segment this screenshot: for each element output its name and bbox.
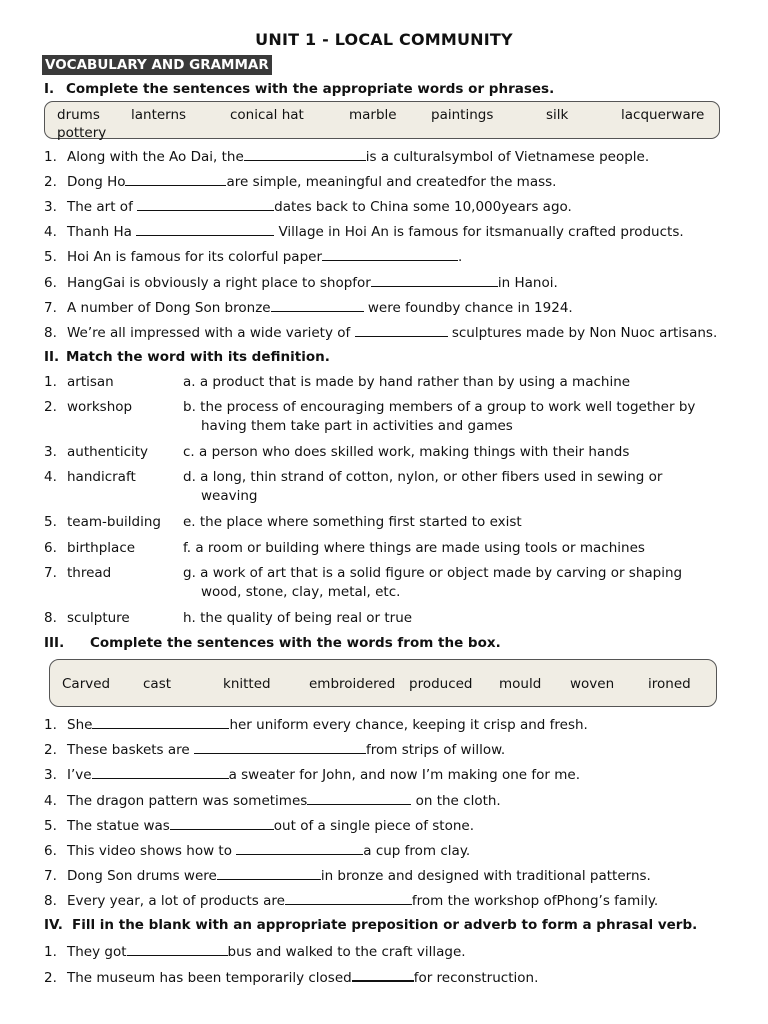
word-box-1 [44, 101, 720, 139]
item-text: HangGai is obviously a right place to shopfor [67, 275, 371, 291]
box2-word: Carved [62, 676, 111, 692]
box1-word: drums [57, 107, 100, 123]
word-box-2 [49, 659, 717, 707]
item-text: Hoi An is famous for its colorful paper [67, 249, 323, 265]
item-text: Village in Hoi An is famous for itsmanually crafted products. [274, 224, 684, 240]
item-text: The statue was [67, 818, 170, 834]
match-term: handicraft [67, 469, 136, 485]
section-4-heading [44, 916, 697, 934]
item-text: a cup from clay. [363, 843, 471, 859]
item-text: for reconstruction. [413, 970, 539, 986]
match-definition: b. the process of encouraging members of a group to work well together by having them take part in activities and games [183, 399, 696, 434]
item-text: sculptures made by Non Nuoc artisans. [447, 325, 718, 341]
exercise-3-item [44, 791, 501, 810]
item-text: Dong Son drums were [67, 868, 217, 884]
exercise-1-item [44, 147, 649, 166]
match-term: authenticity [67, 444, 149, 460]
box2-word: woven [570, 676, 615, 692]
item-text: This video shows how to [67, 843, 237, 859]
item-text: Dong Ho [67, 174, 126, 190]
item-number: 1. [44, 944, 57, 960]
item-number: 7. [44, 868, 57, 884]
box2-word: produced [409, 676, 473, 692]
match-number: 7. [44, 565, 57, 581]
match-number: 8. [44, 610, 57, 626]
match-term: team-building [67, 514, 161, 530]
item-number: 2. [44, 174, 57, 190]
item-text: is a culturalsymbol of Vietnamese people. [365, 149, 650, 165]
exercise-3-item [44, 740, 505, 759]
item-number: 2. [44, 970, 57, 986]
box1-word: lanterns [131, 107, 187, 123]
item-number: 6. [44, 275, 57, 291]
item-number: 1. [44, 149, 57, 165]
box1-word: paintings [431, 107, 494, 123]
item-number: 2. [44, 742, 57, 758]
box2-word: knitted [223, 676, 271, 692]
answer-blank[interactable] [92, 765, 229, 779]
item-number: 4. [44, 224, 57, 240]
item-number: 6. [44, 843, 57, 859]
item-text: out of a single piece of stone. [273, 818, 475, 834]
answer-blank[interactable] [125, 172, 226, 186]
exercise-3-item [44, 816, 474, 835]
item-number: 4. [44, 793, 57, 809]
answer-blank[interactable] [307, 791, 411, 805]
match-term: artisan [67, 374, 114, 390]
unit-title: UNIT 1 - LOCAL COMMUNITY [255, 30, 513, 49]
item-number: 7. [44, 300, 57, 316]
answer-blank[interactable] [92, 715, 229, 729]
item-text: from the workshop ofPhong’s family. [411, 893, 659, 909]
section-3-title: Complete the sentences with the words from the box. [90, 635, 501, 651]
box1-word: conical hat [230, 107, 304, 123]
item-text: dates back to China some 10,000years ago. [274, 199, 572, 215]
section-2-number: II. [44, 349, 60, 365]
exercise-4-item [44, 942, 466, 961]
match-number: 3. [44, 444, 57, 460]
box2-word: mould [499, 676, 542, 692]
exercise-3-item [44, 841, 470, 860]
match-number: 2. [44, 399, 57, 415]
exercise-1-item [44, 298, 573, 317]
match-number: 4. [44, 469, 57, 485]
item-text: She [67, 717, 93, 733]
match-number: 5. [44, 514, 57, 530]
answer-blank[interactable] [322, 247, 458, 261]
box2-word: embroidered [309, 676, 396, 692]
answer-blank[interactable] [136, 222, 274, 236]
match-term: birthplace [67, 540, 136, 556]
box1-word: lacquerware [621, 107, 705, 123]
exercise-3-item [44, 765, 580, 784]
section-1-title: Complete the sentences with the appropriate words or phrases. [66, 81, 555, 97]
match-definition: d. a long, thin strand of cotton, nylon, or other fibers used in sewing or weaving [183, 469, 663, 504]
answer-blank[interactable] [170, 816, 274, 830]
answer-blank[interactable] [137, 197, 274, 211]
box2-word: cast [143, 676, 172, 692]
item-text: These baskets are [67, 742, 194, 758]
exercise-1-item [44, 247, 462, 266]
answer-blank[interactable] [127, 942, 228, 956]
item-text: a sweater for John, and now I’m making one for me. [228, 767, 580, 783]
match-definition: e. the place where something first started to exist [183, 514, 522, 530]
exercise-4-item [44, 967, 538, 987]
section-2-title: Match the word with its definition. [66, 349, 330, 365]
item-number: 3. [44, 199, 57, 215]
exercise-1-item [44, 197, 572, 216]
match-definition: h. the quality of being real or true [183, 610, 413, 626]
box1-word: pottery [57, 125, 107, 141]
item-number: 3. [44, 767, 57, 783]
exercise-3-item [44, 715, 588, 734]
exercise-1-item [44, 222, 684, 241]
vocabulary-grammar-label: VOCABULARY AND GRAMMAR [42, 55, 272, 75]
match-definition: g. a work of art that is a solid figure or object made by carving or shaping wood, stone, clay, metal, etc. [183, 565, 683, 600]
item-text: I’ve [67, 767, 92, 783]
answer-blank[interactable] [355, 323, 448, 337]
item-text: are simple, meaningful and createdfor the mass. [226, 174, 557, 190]
answer-blank[interactable] [285, 891, 412, 905]
exercise-1-item [44, 323, 717, 342]
item-text: We’re all impressed with a wide variety of [67, 325, 355, 341]
match-definition: c. a person who does skilled work, making things with their hands [183, 444, 630, 460]
match-term: workshop [67, 399, 133, 415]
match-term: thread [67, 565, 112, 581]
match-number: 6. [44, 540, 57, 556]
section-2-heading [44, 348, 330, 366]
exercise-3-item [44, 891, 658, 910]
section-1-number: I. [44, 81, 55, 97]
answer-blank[interactable] [244, 147, 366, 161]
item-text: were foundby chance in 1924. [363, 300, 573, 316]
item-text: in bronze and designed with traditional patterns. [320, 868, 651, 884]
section-3-heading [44, 634, 501, 652]
exercise-1-item [44, 273, 558, 292]
answer-blank[interactable] [271, 298, 364, 312]
item-text: her uniform every chance, keeping it crisp and fresh. [229, 717, 588, 733]
item-text: Along with the Ao Dai, the [67, 149, 244, 165]
answer-blank[interactable] [217, 866, 321, 880]
item-number: 1. [44, 717, 57, 733]
item-text: Thanh Ha [67, 224, 137, 240]
box2-word: ironed [648, 676, 691, 692]
item-number: 5. [44, 818, 57, 834]
item-number: 8. [44, 325, 57, 341]
match-definition: f. a room or building where things are made using tools or machines [183, 540, 645, 556]
match-number: 1. [44, 374, 57, 390]
item-text: The art of [67, 199, 138, 215]
match-term: sculpture [67, 610, 130, 626]
item-number: 8. [44, 893, 57, 909]
item-text: Every year, a lot of products are [67, 893, 285, 909]
item-text: They got [67, 944, 127, 960]
item-text: bus and walked to the craft village. [227, 944, 466, 960]
section-4-number: IV. [44, 917, 63, 933]
section-3-number: III. [44, 635, 65, 651]
answer-blank[interactable] [236, 841, 363, 855]
item-text: from strips of willow. [366, 742, 506, 758]
item-text: on the cloth. [411, 793, 501, 809]
item-text: . [458, 249, 463, 265]
box1-word: marble [349, 107, 397, 123]
item-text: The museum has been temporarily closed [67, 970, 352, 986]
section-4-title: Fill in the blank with an appropriate preposition or adverb to form a phrasal verb. [72, 917, 698, 933]
answer-blank[interactable] [194, 740, 366, 754]
item-text: The dragon pattern was sometimes [67, 793, 308, 809]
box1-word: silk [546, 107, 569, 123]
item-number: 5. [44, 249, 57, 265]
exercise-3-item [44, 866, 651, 885]
item-text: in Hanoi. [497, 275, 558, 291]
answer-blank[interactable] [352, 967, 414, 982]
match-definition: a. a product that is made by hand rather than by using a machine [183, 374, 631, 390]
item-text: A number of Dong Son bronze [67, 300, 271, 316]
section-1-heading [44, 80, 554, 98]
exercise-1-item [44, 172, 556, 191]
answer-blank[interactable] [371, 273, 498, 287]
